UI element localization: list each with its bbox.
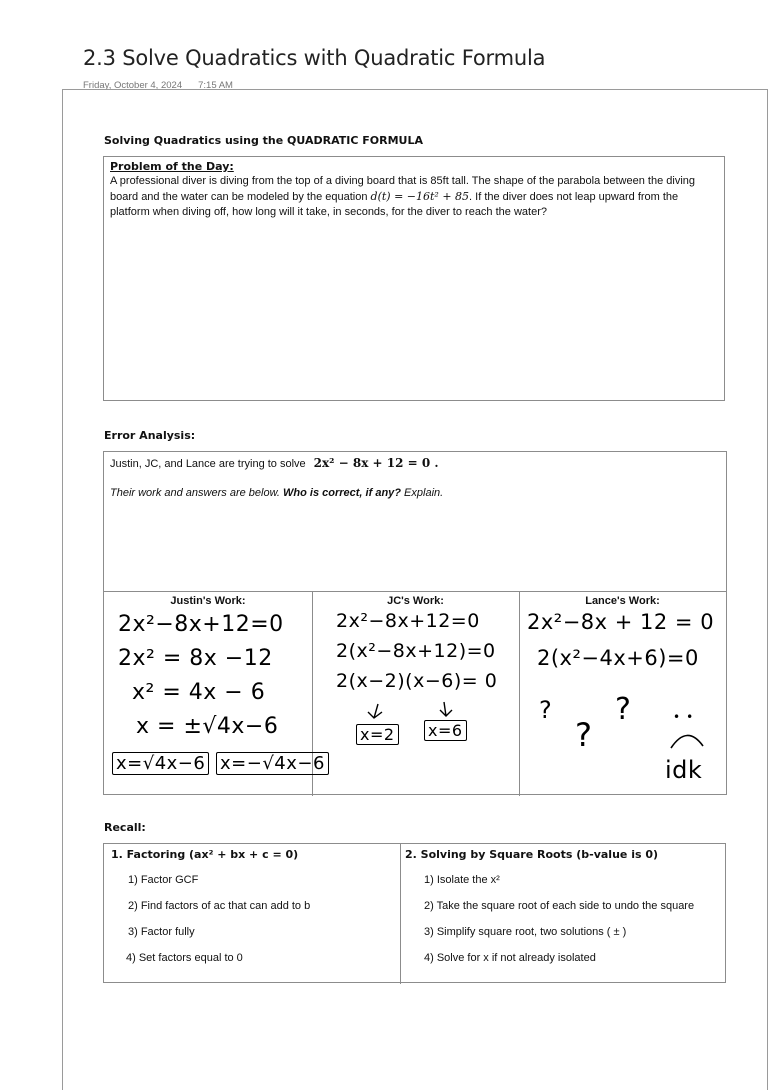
ea-intro (110, 456, 439, 470)
recall-square-roots (400, 844, 725, 984)
lance-header: Lance's Work: (585, 595, 660, 607)
problem-of-the-day-box (103, 156, 725, 401)
jc-header: JC's Work: (387, 595, 444, 607)
jc-line-3: 2(x−2)(x−6)= 0 (336, 670, 498, 692)
justin-line-1: 2x²−8x+12=0 (118, 612, 284, 637)
justin-line-2: 2x² = 8x −12 (118, 646, 273, 671)
recall-right-item: 1) Isolate the x² (424, 874, 500, 886)
recall-left-item: 2) Find factors of ac that can add to b (128, 900, 311, 912)
lance-question-2: ? (575, 716, 593, 754)
sad-face-eyes: •• (673, 710, 700, 724)
recall-left-item: 4) Set factors equal to 0 (126, 952, 243, 964)
error-analysis-heading: Error Analysis: (104, 429, 196, 442)
recall-right-item: 2) Take the square root of each side to undo the square (424, 900, 695, 912)
page-time: 7:15 AM (198, 80, 233, 91)
lance-line-1: 2x²−8x + 12 = 0 (527, 610, 715, 634)
lance-question-3: ? (615, 692, 632, 727)
potd-title: Problem of the Day: (110, 160, 234, 173)
lance-work-column (519, 592, 726, 796)
ea-instructions (110, 487, 443, 499)
recall-right-title: 2. Solving by Square Roots (b-value is 0) (405, 848, 659, 861)
sad-face-icon (667, 728, 707, 750)
justin-answer-2: x=−√4x−6 (216, 752, 329, 775)
recall-left-title: 1. Factoring (ax² + bx + c = 0) (111, 848, 299, 861)
recall-heading: Recall: (104, 821, 146, 834)
justin-answer-1: x=√4x−6 (112, 752, 209, 775)
potd-text-part: . If the diver does not leap upward from the platform when diving off, how long will it take, in seconds, for the diver to reach the water? (110, 191, 679, 218)
jc-answer-1: x=2 (356, 724, 399, 745)
page-title: 2.3 Solve Quadratics with Quadratic Formula (83, 46, 546, 70)
justin-line-4: x = ±√4x−6 (136, 714, 279, 739)
potd-text (110, 174, 718, 220)
recall-left-item: 1) Factor GCF (128, 874, 199, 886)
potd-text-part: A professional diver is diving from the top of a diving board that is 85ft tall. The shape of the parabola between the diving board and the water can be modeled by the equation (110, 175, 695, 203)
recall-left-item: 3) Factor fully (128, 926, 195, 938)
recall-right-item: 3) Simplify square root, two solutions ( ± ) (424, 926, 627, 938)
ea-instr-text: Their work and answers are below. (110, 487, 284, 499)
jc-line-1: 2x²−8x+12=0 (336, 610, 480, 632)
recall-factoring (104, 844, 401, 984)
jc-answer-2: x=6 (424, 720, 467, 741)
section-heading: Solving Quadratics using the QUADRATIC FORMULA (104, 134, 423, 147)
recall-right-item: 4) Solve for x if not already isolated (424, 952, 596, 964)
ea-intro-text: Justin, JC, and Lance are trying to solve (110, 458, 306, 470)
justin-work-column (104, 592, 325, 796)
ea-question: Who is correct, if any? (283, 487, 401, 499)
work-row (104, 591, 726, 796)
jc-line-2: 2(x²−8x+12)=0 (336, 640, 496, 662)
lance-note: idk (665, 756, 703, 784)
error-analysis-box (103, 451, 727, 795)
ea-equation: 2x² − 8x + 12 = 0 . (313, 456, 439, 470)
potd-equation: d(t) = −16t² + 85 (370, 190, 470, 203)
jc-work-column (312, 592, 520, 796)
justin-header: Justin's Work: (170, 595, 246, 607)
ea-instr-text: Explain. (401, 487, 444, 499)
justin-line-3: x² = 4x − 6 (132, 680, 266, 705)
page-date: Friday, October 4, 2024 (83, 80, 183, 91)
lance-question-1: ? (539, 696, 553, 724)
recall-box (103, 843, 726, 983)
lance-line-2: 2(x²−4x+6)=0 (537, 646, 699, 670)
